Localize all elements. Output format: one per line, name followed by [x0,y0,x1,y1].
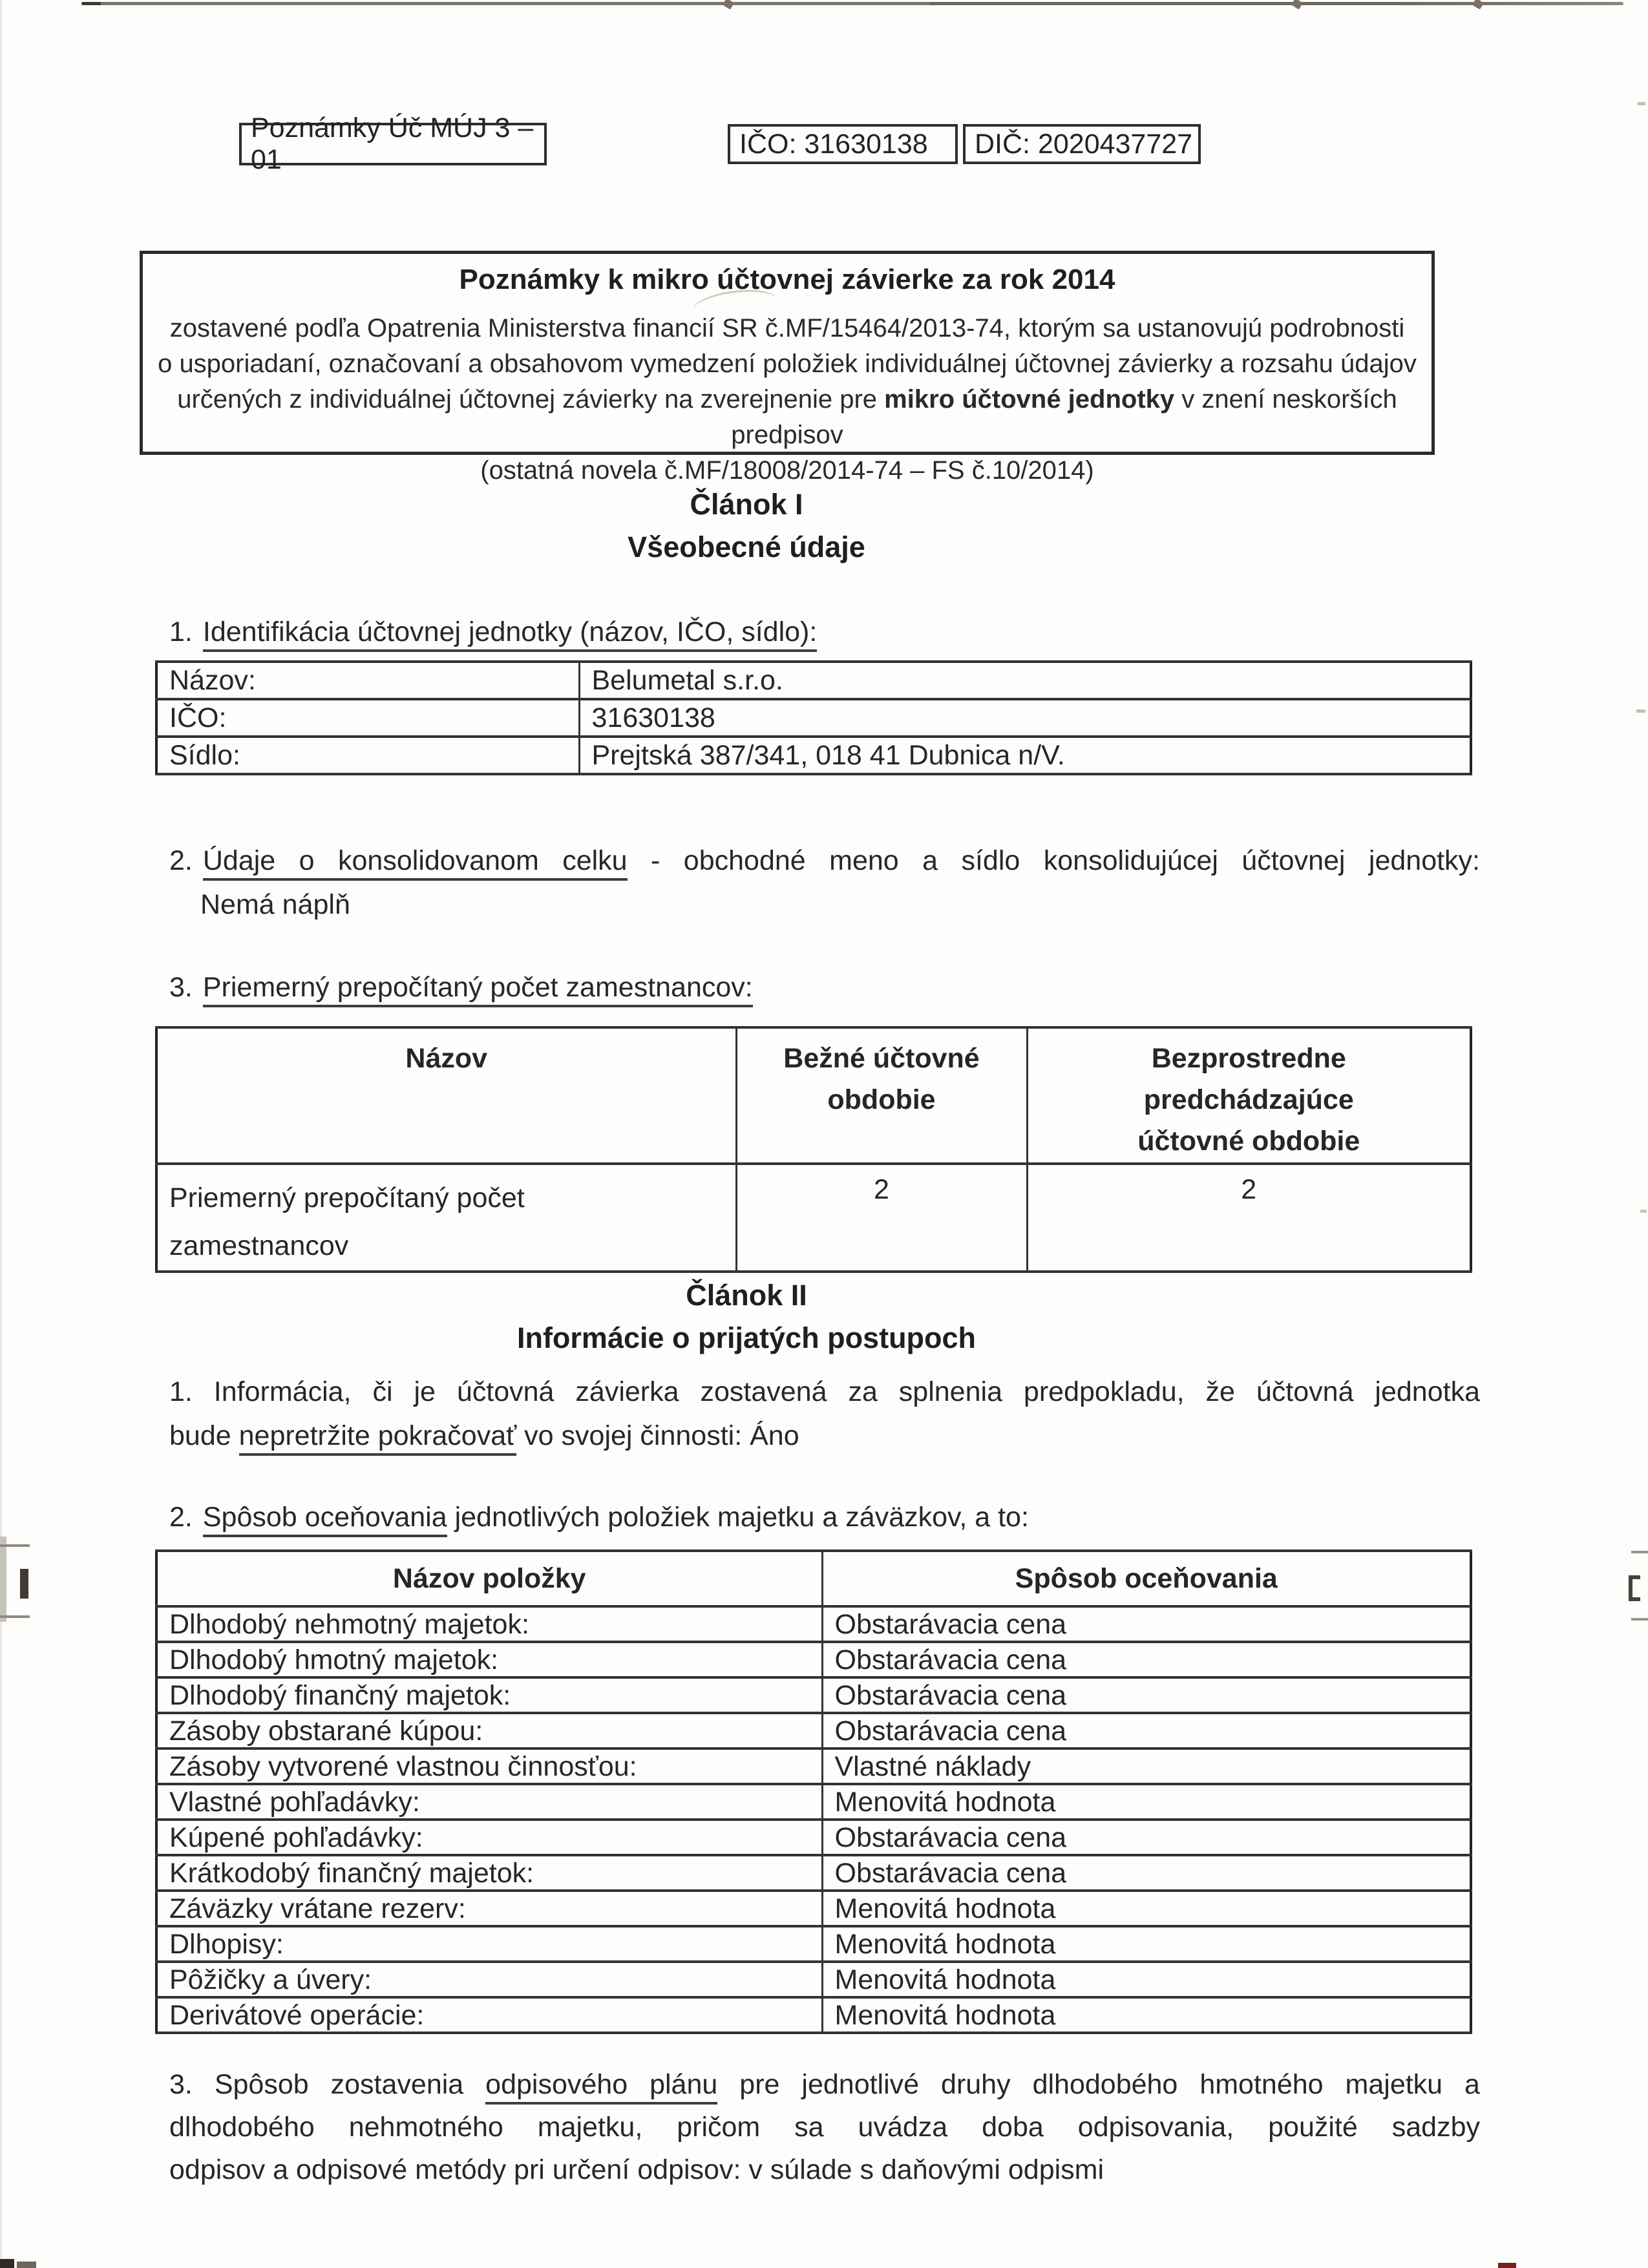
article1-item2-line1 [169,843,1480,879]
id-label-cell: Sídlo: [156,737,579,774]
valuation-table [155,1549,1472,2034]
article2-item2-number: 2. [169,1502,193,1533]
article1-item2-number: 2. [169,845,193,876]
val-method-cell: Obstarávacia cena [822,1606,1471,1642]
scan-speck [1291,0,1303,10]
scan-binder-mark-right [1631,1618,1648,1621]
val-method-cell: Menovitá hodnota [822,1997,1471,2033]
val-item-cell: Vlastné pohľadávky: [156,1784,822,1820]
scan-left-edge-line [0,0,2,2268]
scan-corner-smudge [17,2262,36,2268]
article1-item2-rest: - obchodné meno a sídlo konsolidujúcej účtovnej jednotky: [627,845,1481,876]
val-method-cell: Menovitá hodnota [822,1962,1471,1997]
emp-header-name: Názov [156,1027,736,1164]
table-row [156,1855,1471,1891]
article1-item1-number: 1. [169,616,193,647]
title-box [140,251,1435,485]
val-method-cell: Menovitá hodnota [822,1891,1471,1926]
table-row [156,1926,1471,1962]
val-method-cell: Vlastné náklady [822,1748,1471,1784]
article2-item3-line3: odpisov a odpisové metódy pri určení odpisov: v súlade s daňovými odpismi [169,2154,1104,2185]
article1-item1 [169,614,1480,650]
dic-box [963,124,1201,164]
val-item-cell: Krátkodobý finančný majetok: [156,1855,822,1891]
val-item-cell: Dlhopisy: [156,1926,822,1962]
article2-item1-line1: 1. Informácia, či je účtovná závierka zostavená za splnenia predpokladu, že účtovná jednotka [169,1376,1480,1407]
article1-item2-line2: Nemá náplň [200,889,350,920]
article2-item3-line1-post: pre jednotlivé druhy dlhodobého hmotného majetku a [717,2069,1480,2100]
scan-binder-mark-left [0,1537,6,1622]
article2-item1-line2-underlined: nepretržite pokračovať [239,1420,517,1456]
article2-subheading: Informácie o prijatých postupoch [516,1321,977,1354]
emp-header-previous: Bezprostredne predchádzajúce účtovné obdobie [1027,1027,1471,1164]
scan-edge-dash [1638,102,1645,105]
scan-binder-mark-right [1629,1575,1640,1601]
article2-item2-heading: Spôsob oceňovania [203,1502,447,1537]
scan-edge-dash [1636,709,1645,713]
article1-item3-heading: Priemerný prepočítaný počet zamestnancov: [203,972,753,1007]
val-item-cell: Kúpené pohľadávky: [156,1820,822,1855]
subtitle-line-3-post: v znení neskorších predpisov [731,385,1397,449]
article1-item3 [169,969,1480,1005]
document-subtitle [143,311,1431,488]
article1-item3-number: 3. [169,972,193,1003]
article2-item1-line2-pre: bude [169,1420,239,1451]
scan-speck [1472,0,1484,10]
article1-item1-heading: Identifikácia účtovnej jednotky (názov, IČO, sídlo): [203,616,817,652]
scan-binder-mark-left [0,1544,30,1547]
val-item-cell: Derivátové operácie: [156,1997,822,2033]
ico-box [728,124,958,164]
emp-row-name: Priemerný prepočítaný počet zamestnancov [156,1164,736,1272]
table-row [156,1997,1471,2033]
article1-subheading: Všeobecné údaje [628,530,865,563]
scan-edge-dash [1640,1210,1647,1213]
subtitle-line-2: o usporiadaní, označovaní a obsahovom vymedzení položiek individuálnej účtovnej závierky a rozsahu údajov [158,350,1417,378]
scan-binder-mark-left [20,1569,28,1599]
emp-row-current: 2 [736,1164,1027,1272]
scan-top-edge-line [81,2,1623,5]
val-item-cell: Zásoby vytvorené vlastnou činnosťou: [156,1748,822,1784]
val-method-cell: Menovitá hodnota [822,1926,1471,1962]
val-header-method: Spôsob oceňovania [822,1551,1471,1606]
article2-item1-line2-post: vo svojej činnosti: Áno [516,1420,799,1451]
article2-item2 [169,1499,1480,1535]
val-method-cell: Obstarávacia cena [822,1820,1471,1855]
val-method-cell: Obstarávacia cena [822,1713,1471,1748]
identification-table [155,660,1472,775]
dic-text: DIČ: 2020437727 [975,128,1193,160]
table-row [156,1164,1471,1272]
subtitle-line-4: (ostatná novela č.MF/18008/2014-74 – FS č.10/2014) [480,456,1094,485]
id-value-cell: Prejtská 387/341, 018 41 Dubnica n/V. [579,737,1471,774]
article1-item2-heading: Údaje o konsolidovanom celku [203,845,628,881]
scan-binder-mark-right [1631,1551,1648,1553]
form-code-text: Poznámky Úč MÚJ 3 – 01 [251,112,534,175]
table-row [156,1606,1471,1642]
scan-corner-smudge [1498,2263,1516,2268]
form-code-box [239,112,547,175]
subtitle-line-3 [143,382,1431,453]
val-item-cell: Pôžičky a úvery: [156,1962,822,1997]
scan-corner-smudge [0,2259,14,2268]
employees-table [155,1026,1472,1273]
val-method-cell: Obstarávacia cena [822,1677,1471,1713]
table-row [156,1820,1471,1855]
id-value-cell: Belumetal s.r.o. [579,662,1471,699]
article2-item3-line2: dlhodobého nehmotného majetku, pričom sa uvádza doba odpisovania, použité sadzby [169,2112,1480,2143]
table-row [156,662,1471,699]
document-title: Poznámky k mikro účtovnej závierke za rok 2014 [459,264,1115,295]
article2-item3-line1-pre: 3. Spôsob zostavenia [169,2069,486,2100]
scan-binder-mark-left [0,1615,30,1618]
subtitle-line-3-pre: určených z individuálnej účtovnej závierky na zverejnenie pre [177,385,885,414]
table-header-row [156,1551,1471,1606]
table-header-row [156,1027,1471,1164]
article2-item3-line1 [169,2066,1480,2103]
article1-heading: Článok I [690,488,803,521]
emp-header-current: Bežné účtovné obdobie [736,1027,1027,1164]
table-row [156,1891,1471,1926]
id-label-cell: IČO: [156,699,579,737]
subtitle-line-3-bold: mikro účtovné jednotky [884,385,1175,414]
val-method-cell: Obstarávacia cena [822,1855,1471,1891]
scan-speck [723,0,734,10]
val-item-cell: Zásoby obstarané kúpou: [156,1713,822,1748]
table-row [156,1677,1471,1713]
table-row [156,1962,1471,1997]
article2-heading: Článok II [686,1279,807,1312]
subtitle-line-1: zostavené podľa Opatrenia Ministerstva financií SR č.MF/15464/2013-74, ktorým sa ustanovujú podrobnosti [169,314,1405,342]
table-row [156,699,1471,737]
table-row [156,1784,1471,1820]
emp-row-previous: 2 [1027,1164,1471,1272]
val-method-cell: Obstarávacia cena [822,1642,1471,1677]
val-item-cell: Dlhodobý nehmotný majetok: [156,1606,822,1642]
id-label-cell: Názov: [156,662,579,699]
article2-heading-block [90,1274,1402,1360]
article2-item2-rest: jednotlivých položiek majetku a záväzkov, a to: [447,1502,1029,1533]
table-row [156,1713,1471,1748]
id-value-cell: 31630138 [579,699,1471,737]
article2-item1-line2 [169,1418,1480,1454]
ico-text: IČO: 31630138 [739,128,928,160]
table-row [156,1748,1471,1784]
val-item-cell: Dlhodobý finančný majetok: [156,1677,822,1713]
val-header-item: Názov položky [156,1551,822,1606]
article1-heading-block [90,483,1402,569]
table-row [156,1642,1471,1677]
val-item-cell: Záväzky vrátane rezerv: [156,1891,822,1926]
article2-item3-line1-underlined: odpisového plánu [485,2069,717,2105]
val-method-cell: Menovitá hodnota [822,1784,1471,1820]
val-item-cell: Dlhodobý hmotný majetok: [156,1642,822,1677]
table-row [156,737,1471,774]
